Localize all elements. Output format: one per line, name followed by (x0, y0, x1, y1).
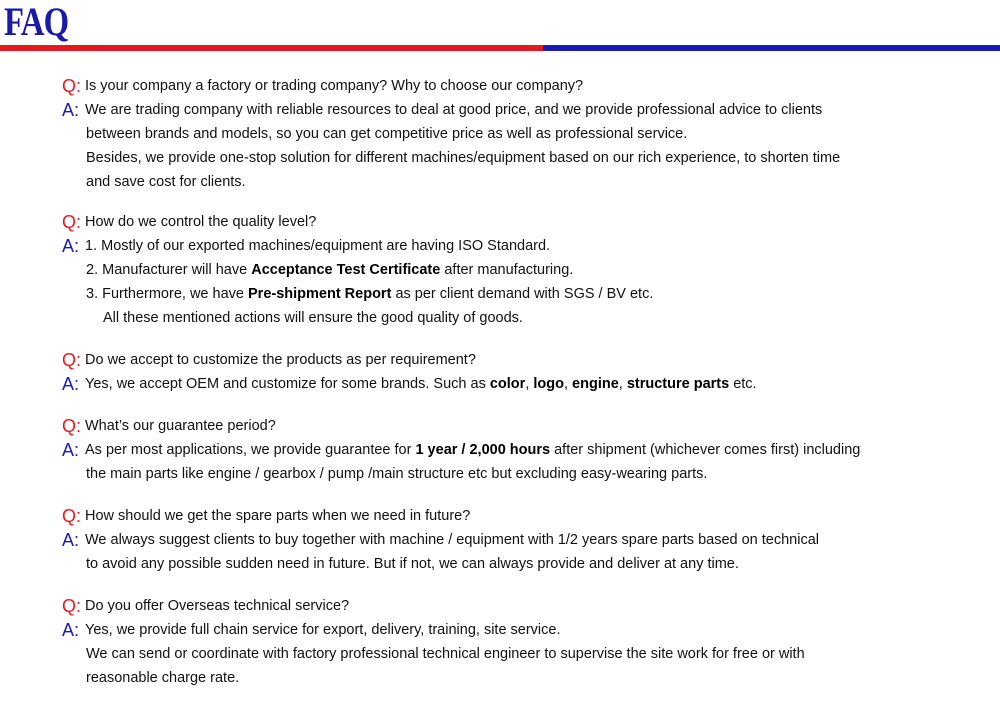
answer-marker: A: (62, 620, 80, 640)
question-marker: Q: (62, 350, 82, 370)
answer-line: reasonable charge rate. (86, 670, 240, 686)
answer-line: 1. Mostly of our exported machines/equipment are having ISO Standard. (85, 238, 551, 254)
answer-line: the main parts like engine / gearbox / pump /main structure etc but excluding easy-wearing parts. (86, 466, 708, 482)
question-marker: Q: (62, 76, 82, 96)
question-text: Do you offer Overseas technical service? (85, 598, 350, 614)
faq-item-customization (62, 348, 982, 396)
answer-line: between brands and models, so you can get competitive price as well as professional service. (86, 126, 688, 142)
question-marker: Q: (62, 506, 82, 526)
answer-line: 3. Furthermore, we have Pre-shipment Report as per client demand with SGS / BV etc. (86, 286, 654, 302)
answer-marker: A: (62, 530, 80, 550)
answer-line: Yes, we provide full chain service for export, delivery, training, site service. (85, 622, 561, 638)
answer-marker: A: (62, 236, 80, 256)
question-marker: Q: (62, 596, 82, 616)
question-text: How do we control the quality level? (85, 214, 317, 230)
answer-marker: A: (62, 100, 80, 120)
answer-line: All these mentioned actions will ensure the good quality of goods. (103, 310, 523, 326)
question-marker: Q: (62, 416, 82, 436)
answer-line: We can send or coordinate with factory professional technical engineer to supervise the site work for free or with (86, 646, 805, 662)
faq-item-factory-or-trading (62, 74, 982, 194)
faq-item-overseas-service (62, 594, 982, 690)
pre-shipment-report: Pre-shipment Report (248, 286, 392, 302)
answer-line: Yes, we accept OEM and customize for some brands. Such as color, logo, engine, structure parts etc. (85, 376, 757, 392)
header-divider-red (0, 45, 543, 51)
answer-line: We always suggest clients to buy together with machine / equipment with 1/2 years spare parts based on technical (85, 532, 819, 548)
answer-line: We are trading company with reliable resources to deal at good price, and we provide professional advice to clients (85, 102, 823, 118)
header-divider-blue (543, 45, 1000, 51)
question-marker: Q: (62, 212, 82, 232)
answer-line: and save cost for clients. (86, 174, 246, 190)
acceptance-test-certificate: Acceptance Test Certificate (251, 262, 441, 278)
answer-line: 2. Manufacturer will have Acceptance Test Certificate after manufacturing. (86, 262, 574, 278)
question-text: Do we accept to customize the products as per requirement? (85, 352, 476, 368)
answer-marker: A: (62, 374, 80, 394)
question-text: Is your company a factory or trading company? Why to choose our company? (85, 78, 584, 94)
faq-item-quality-control (62, 210, 982, 330)
answer-line: to avoid any possible sudden need in future. But if not, we can always provide and deliver at any time. (86, 556, 739, 572)
answer-line: Besides, we provide one-stop solution for different machines/equipment based on our rich experience, to shorten time (86, 150, 841, 166)
faq-item-spare-parts (62, 504, 982, 576)
question-text: How should we get the spare parts when we need in future? (85, 508, 471, 524)
page-title: FAQ (4, 0, 69, 44)
faq-item-guarantee (62, 414, 982, 486)
question-text: What’s our guarantee period? (85, 418, 276, 434)
answer-line: As per most applications, we provide guarantee for 1 year / 2,000 hours after shipment (whichever comes first) including (85, 442, 861, 458)
guarantee-period: 1 year / 2,000 hours (415, 442, 551, 458)
answer-marker: A: (62, 440, 80, 460)
